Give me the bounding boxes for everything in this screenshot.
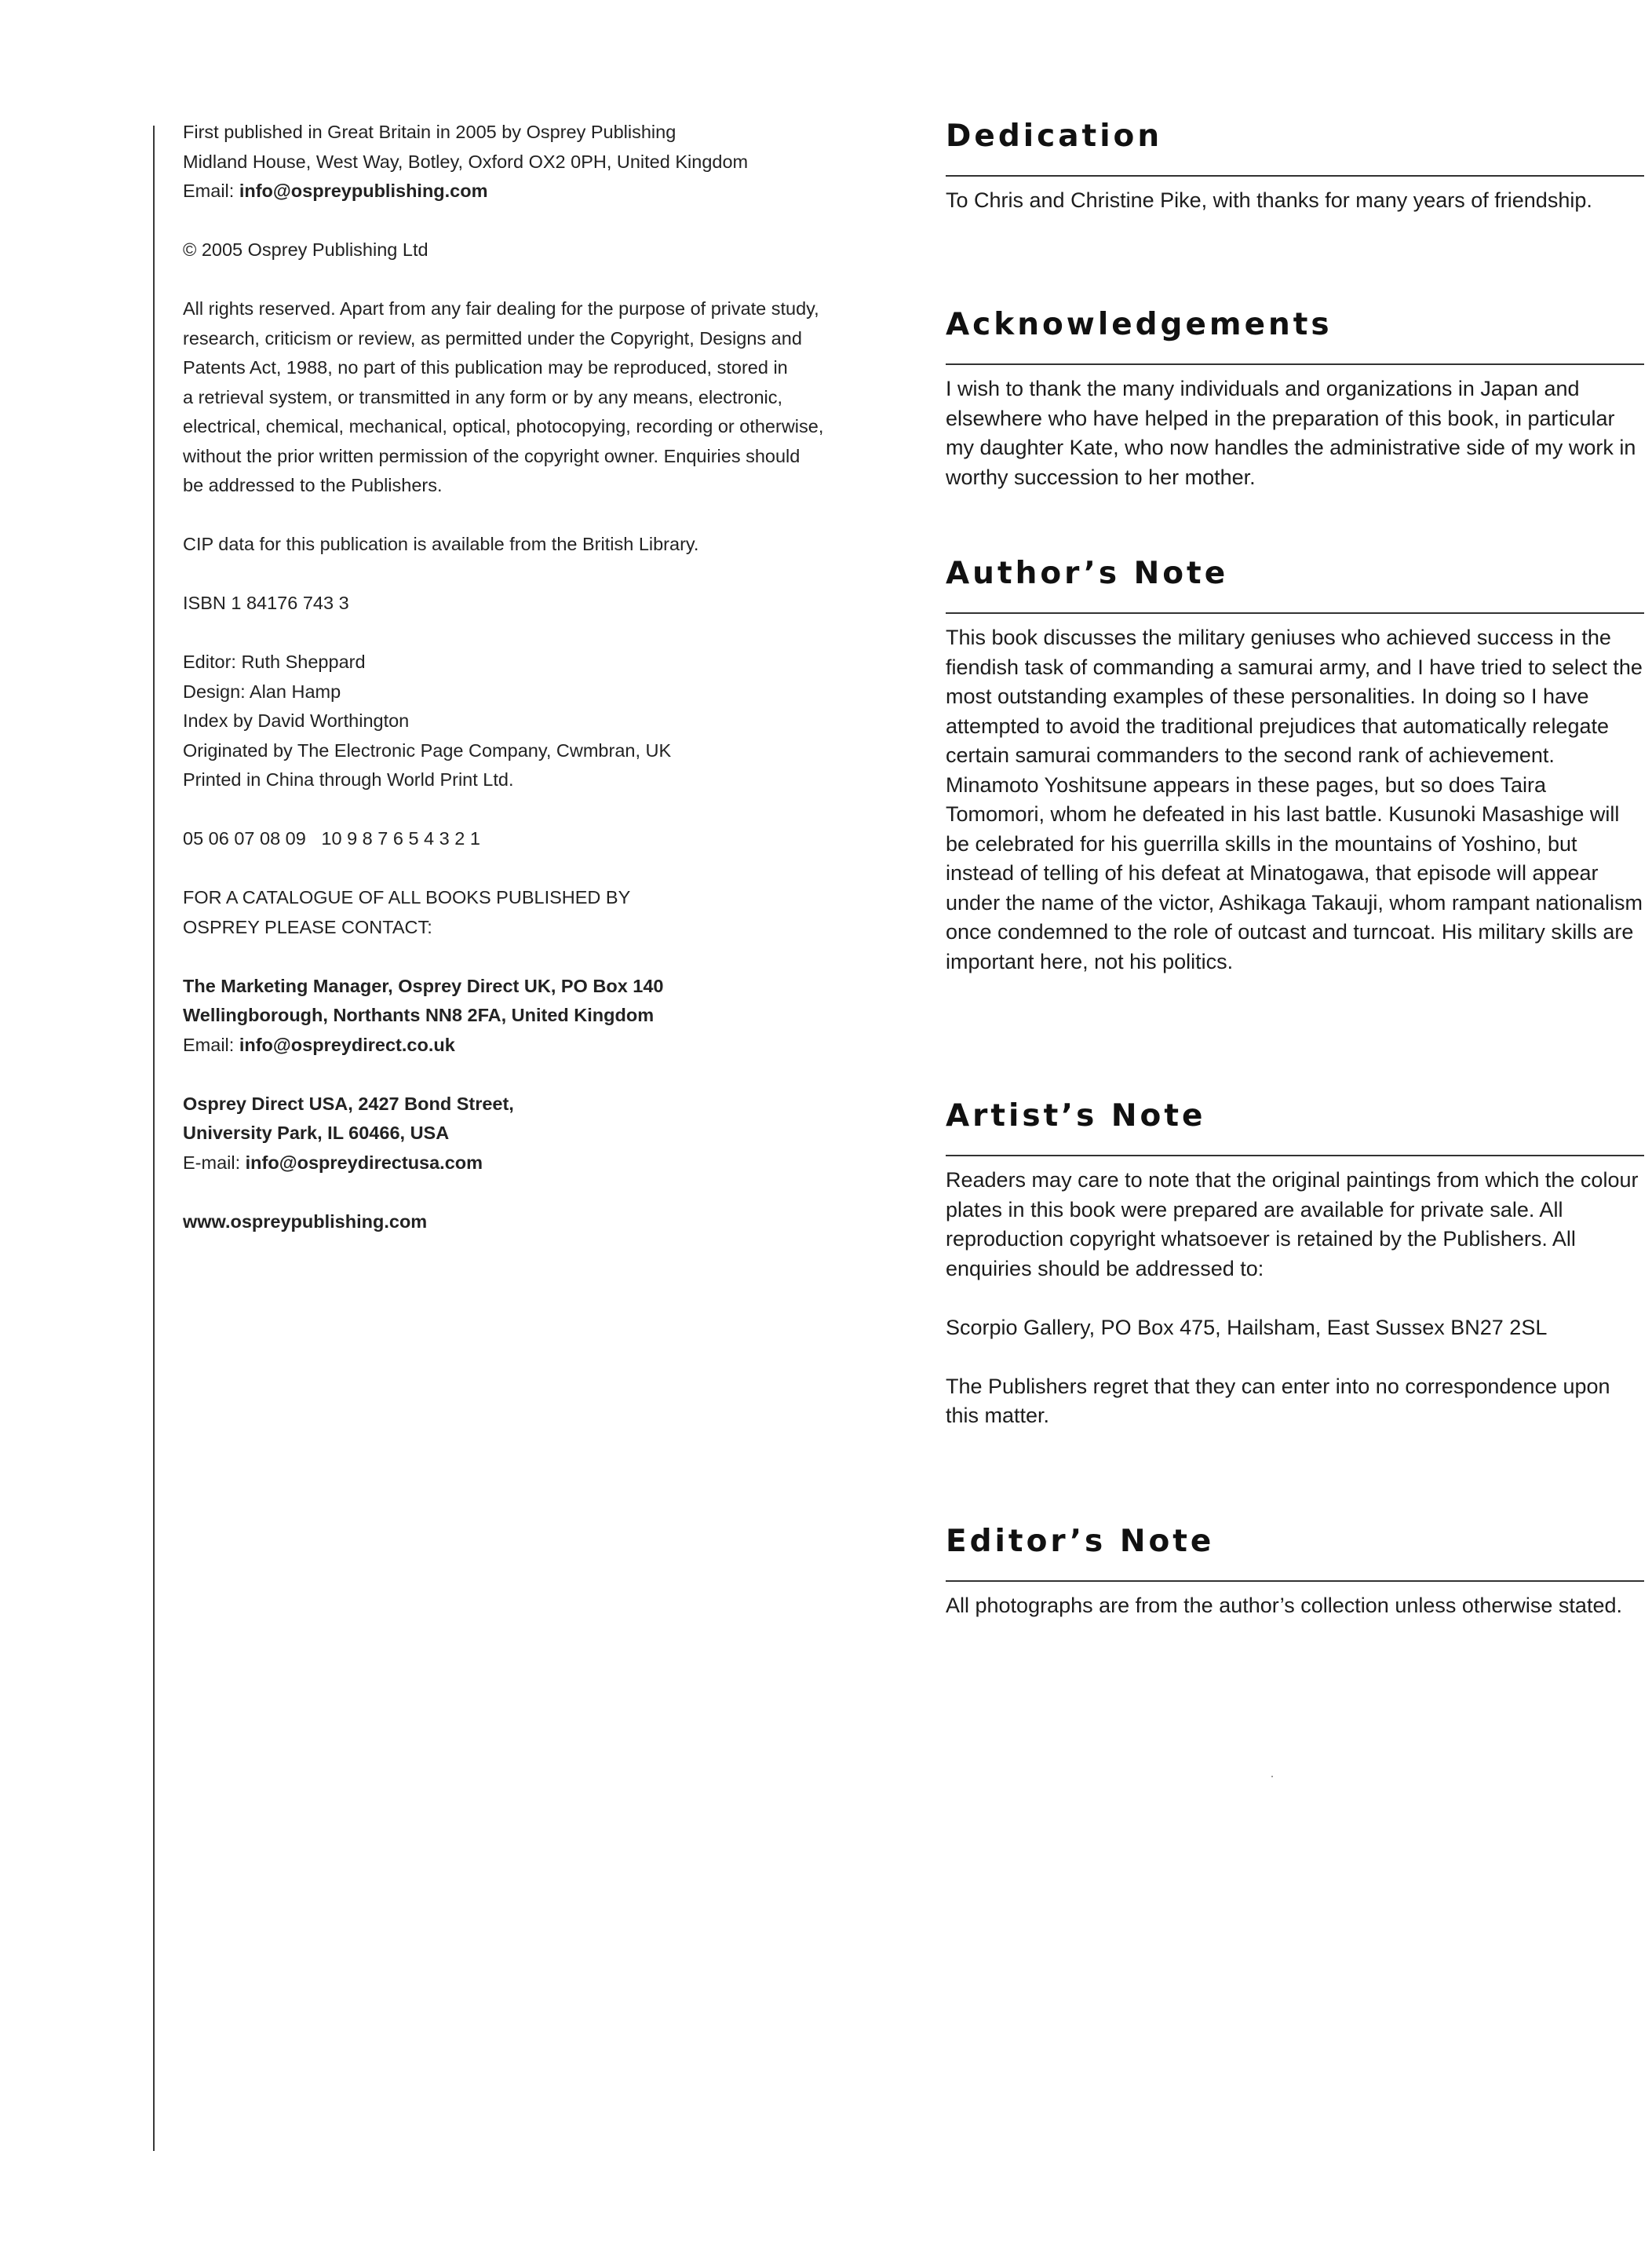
usa-contact-line: Osprey Direct USA, 2427 Bond Street, xyxy=(183,1093,514,1114)
uk-email-label: Email: xyxy=(183,1034,239,1055)
acknowledgements-heading: Acknowledgements xyxy=(946,307,1333,342)
usa-contact xyxy=(183,1090,905,1178)
artists-note-section xyxy=(946,1096,1644,1460)
publication-line: First published in Great Britain in 2005 by Osprey Publishing xyxy=(183,122,676,142)
artists-note-disclaimer: The Publishers regret that they can enter into no correspondence upon this matter. xyxy=(946,1374,1610,1427)
section-divider xyxy=(946,175,1644,177)
email-address[interactable]: info@ospreypublishing.com xyxy=(239,181,488,201)
margin-rule xyxy=(153,126,155,2151)
uk-email-line xyxy=(183,1031,905,1061)
authors-note-heading: Author’s Note xyxy=(946,556,1229,591)
dedication-text: To Chris and Christine Pike, with thanks for many years of friendship. xyxy=(946,188,1592,212)
section-divider xyxy=(946,612,1644,614)
artists-note-heading: Artist’s Note xyxy=(946,1098,1206,1134)
credit-line: Index by David Worthington xyxy=(183,710,410,731)
credit-line: Printed in China through World Print Ltd. xyxy=(183,769,514,790)
catalogue-line: OSPREY PLEASE CONTACT: xyxy=(183,916,432,937)
authors-note-text: This book discusses the military geniuses who achieved success in the fiendish task of commanding a samurai army, and I have tried to select the most outstanding examples of these personalities. In doing so I have attempted to avoid the traditional prejudices that automatically relegate certain samurai commanders to the second rank of achievement. Minamoto Yoshitsune appears in these pages, but so does Taira Tomomori, whom he defeated in his last battle. Kusunoki Masashige will be celebrated for his guerrilla skills in the mountains of Yoshino, but instead of telling of his defeat at Minatogawa, that episode will appear under the name of the victor, Ashikaga Takauji, whom rampant nationalism once condemned to the role of outcast and turncoat. His military skills are important here, not his politics. xyxy=(946,626,1643,973)
uk-email-address[interactable]: info@ospreydirect.co.uk xyxy=(239,1034,455,1055)
rights-statement xyxy=(183,294,905,501)
acknowledgements-section xyxy=(946,305,1644,522)
rights-line: research, criticism or review, as permitted under the Copyright, Designs and xyxy=(183,327,802,349)
imprint-column xyxy=(183,118,905,1266)
authors-note-section xyxy=(946,553,1644,1006)
credits-block xyxy=(183,648,905,795)
catalogue-line: FOR A CATALOGUE OF ALL BOOKS PUBLISHED BY xyxy=(183,887,631,907)
website-link[interactable]: www.ospreypublishing.com xyxy=(183,1211,428,1232)
credit-line: Design: Alan Hamp xyxy=(183,681,341,702)
rights-line: be addressed to the Publishers. xyxy=(183,475,443,495)
editors-note-text: All photographs are from the author’s collection unless otherwise stated. xyxy=(946,1594,1622,1617)
email-label: Email: xyxy=(183,181,239,201)
publication-block xyxy=(183,118,905,206)
credit-line: Editor: Ruth Sheppard xyxy=(183,652,366,672)
dedication-section xyxy=(946,116,1644,245)
credit-line: Originated by The Electronic Page Company, Cwmbran, UK xyxy=(183,739,672,761)
publication-line: Midland House, West Way, Botley, Oxford OX2 0PH, United Kingdom xyxy=(183,151,749,172)
rights-line: without the prior written permission of the copyright owner. Enquiries should xyxy=(183,445,800,466)
acknowledgements-text: I wish to thank the many individuals and organizations in Japan and elsewhere who have helped in the preparation of this book, in particular my daughter Kate, who now handles the administrative side of my work in worthy succession to her mother. xyxy=(946,377,1636,489)
editors-note-heading: Editor’s Note xyxy=(946,1524,1215,1559)
uk-contact-line: Wellingborough, Northants NN8 2FA, United Kingdom xyxy=(183,1005,655,1025)
section-divider xyxy=(946,363,1644,365)
copyright: © 2005 Osprey Publishing Ltd xyxy=(183,239,428,260)
dedication-heading: Dedication xyxy=(946,119,1163,154)
uk-contact-line: The Marketing Manager, Osprey Direct UK, PO Box 140 xyxy=(183,975,664,996)
print-line: 05 06 07 08 09 10 9 8 7 6 5 4 3 2 1 xyxy=(183,828,480,849)
rights-line: Patents Act, 1988, no part of this publication may be reproduced, stored in xyxy=(183,357,788,378)
rights-line: electrical, chemical, mechanical, optical, photocopying, recording or otherwise, xyxy=(183,416,824,436)
usa-email-address[interactable]: info@ospreydirectusa.com xyxy=(245,1152,483,1173)
usa-contact-line: University Park, IL 60466, USA xyxy=(183,1123,450,1143)
section-divider xyxy=(946,1580,1644,1582)
artists-note-address: Scorpio Gallery, PO Box 475, Hailsham, East Sussex BN27 2SL xyxy=(946,1315,1548,1339)
usa-email-line xyxy=(183,1148,905,1178)
email-line xyxy=(183,177,905,206)
isbn: ISBN 1 84176 743 3 xyxy=(183,593,349,613)
artists-note-text: Readers may care to note that the original paintings from which the colour plates in this book were prepared are available for private sale. All reproduction copyright whatsoever is retained by the Publishers. All enquiries should be addressed to: xyxy=(946,1168,1639,1280)
uk-contact xyxy=(183,972,905,1061)
section-divider xyxy=(946,1155,1644,1156)
editors-note-section xyxy=(946,1521,1644,1650)
cip-statement: CIP data for this publication is available from the British Library. xyxy=(183,534,699,554)
usa-email-label: E-mail: xyxy=(183,1152,246,1173)
scan-speck xyxy=(1271,1776,1273,1777)
website xyxy=(183,1207,905,1237)
rights-line: All rights reserved. Apart from any fair dealing for the purpose of private study, xyxy=(183,298,819,319)
rights-line: a retrieval system, or transmitted in any form or by any means, electronic, xyxy=(183,386,783,407)
catalogue-notice xyxy=(183,883,905,942)
